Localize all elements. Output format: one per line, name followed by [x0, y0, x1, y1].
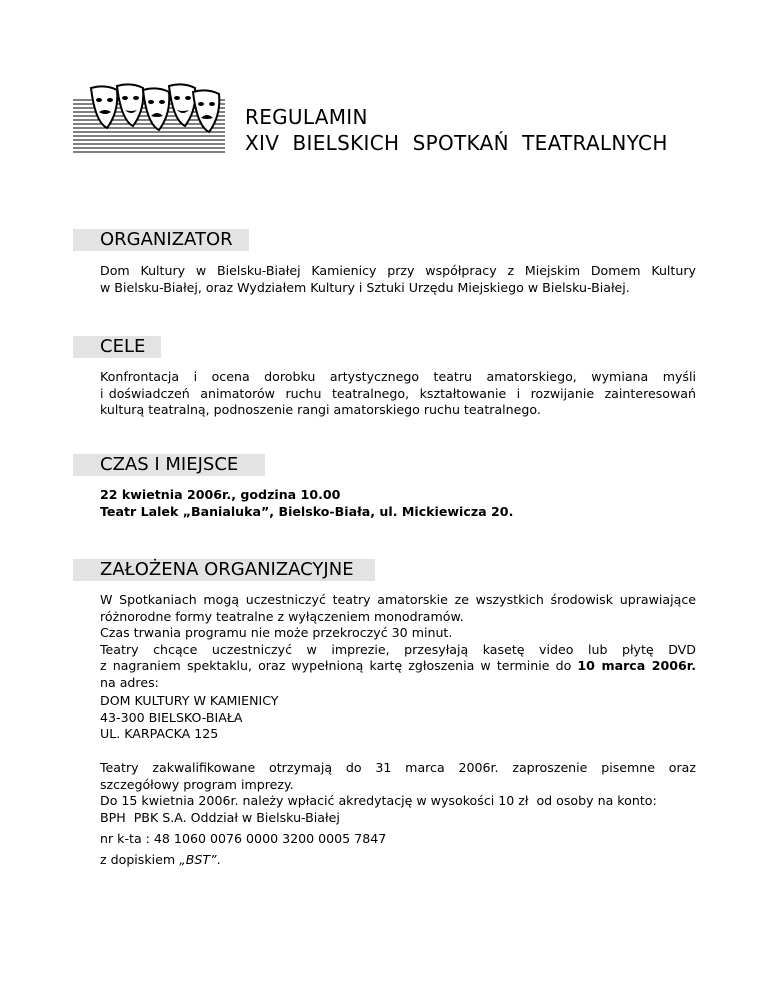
- organizator-paragraph: [100, 263, 696, 296]
- cele-line-2: i doświadczeń animatorów ruchu teatralnego, kształtowanie i rozwijanie zainteresowań: [100, 385, 696, 401]
- bank-note-end: .: [216, 852, 221, 867]
- zalozenia-p2-line-1: Teatry zakwalifikowane otrzymają do 31 marca 2006r. zaproszenie pisemne oraz: [100, 760, 696, 775]
- section-heading-zalozenia: ZAŁOŻENA ORGANIZACYJNE: [73, 559, 375, 581]
- bank-details: [100, 807, 386, 870]
- zalozenia-line-3: Czas trwania programu nie może przekroczyć 30 minut.: [100, 625, 453, 640]
- bank-note-code: „BST”: [179, 852, 217, 867]
- title-line-1: REGULAMIN: [245, 105, 368, 129]
- section-heading-cele: CELE: [73, 336, 161, 358]
- cele-line-1: Konfrontacja i ocena dorobku artystycznego teatru amatorskiego, wymiana myśli: [100, 369, 696, 384]
- zalozenia-line-5-text: z nagraniem spektaklu, oraz wypełnioną kartę zgłoszenia w terminie do: [100, 658, 578, 673]
- zalozenia-paragraph-1: [100, 592, 696, 691]
- organizator-line-1: Dom Kultury w Bielsku-Białej Kamienicy przy współpracy z Miejskim Domem Kultury: [100, 263, 696, 278]
- title-line-2: XIV BIELSKICH SPOTKAŃ TEATRALNYCH: [245, 131, 668, 155]
- bank-note-text: z dopiskiem: [100, 852, 180, 867]
- cele-paragraph: [100, 369, 696, 419]
- czas-date: 22 kwietnia 2006r., godzina 10.00: [100, 487, 341, 502]
- section-heading-organizator: ORGANIZATOR: [73, 229, 249, 251]
- zalozenia-line-5: [100, 658, 696, 675]
- czas-venue: Teatr Lalek „Banialuka”, Bielsko-Biała, ul. Mickiewicza 20.: [100, 503, 514, 519]
- bank-account: nr k-ta : 48 1060 0076 0000 3200 0005 7847: [100, 831, 387, 846]
- bank-note: [100, 849, 386, 870]
- zalozenia-p2-line-2: szczegółowy program imprezy.: [100, 776, 294, 792]
- document-title: [245, 104, 668, 156]
- zalozenia-p2-line-3: Do 15 kwietnia 2006r. należy wpłacić akredytację w wysokości 10 zł od osoby na konto:: [100, 793, 657, 808]
- zalozenia-paragraph-2: [100, 760, 696, 810]
- zalozenia-line-6: na adres:: [100, 674, 159, 690]
- czas-details: [100, 487, 513, 520]
- cele-line-3: kulturą teatralną, podnoszenie rangi amatorskiego ruchu teatralnego.: [100, 402, 541, 417]
- submission-deadline: 10 marca 2006r.: [577, 658, 696, 673]
- address-line-2: 43-300 BIELSKO-BIAŁA: [100, 709, 243, 725]
- address-block: [100, 693, 279, 743]
- zalozenia-line-1: W Spotkaniach mogą uczestniczyć teatry amatorskie ze wszystkich środowisk uprawiające: [100, 592, 696, 607]
- theatre-masks-icon: [73, 82, 225, 154]
- organizator-line-2: w Bielsku-Białej, oraz Wydziałem Kultury i Sztuki Urzędu Miejskiego w Bielsku-Białej.: [100, 279, 630, 295]
- address-line-1: DOM KULTURY W KAMIENICY: [100, 693, 279, 708]
- zalozenia-line-4: Teatry chcące uczestniczyć w imprezie, przesyłają kasetę video lub płytę DVD: [100, 641, 696, 657]
- zalozenia-line-2: różnorodne formy teatralne z wyłączeniem monodramów.: [100, 608, 464, 624]
- address-line-3: UL. KARPACKA 125: [100, 726, 219, 741]
- section-heading-czas: CZAS I MIEJSCE: [73, 454, 265, 476]
- bank-name: BPH PBK S.A. Oddział w Bielsku-Białej: [100, 810, 340, 825]
